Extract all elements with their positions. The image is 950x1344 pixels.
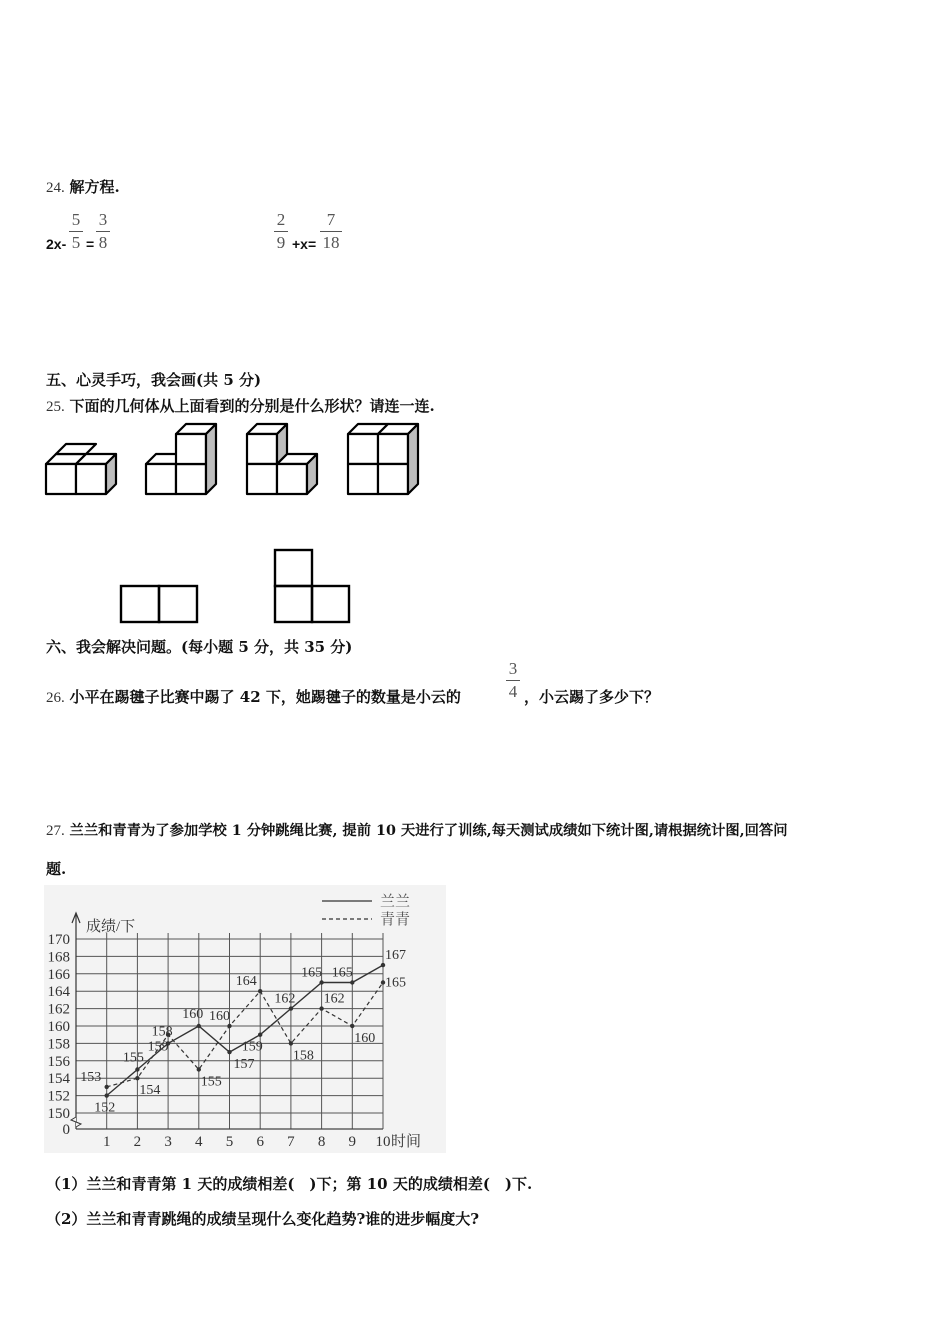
section-6-title: 六、我会解决问题。(每小题 5 分，共 35 分) bbox=[46, 638, 353, 656]
y-tick-label: 154 bbox=[47, 1071, 70, 1088]
data-point bbox=[197, 1067, 201, 1071]
data-label: 160 bbox=[182, 1007, 204, 1022]
eq2-fraction-1: 2 9 bbox=[274, 211, 288, 252]
x-tick-label: 7 bbox=[287, 1134, 295, 1150]
data-point bbox=[105, 1085, 109, 1089]
data-label: 152 bbox=[94, 1100, 116, 1116]
q26-text-b: ，小云踢了多少下？ bbox=[524, 688, 660, 706]
data-label: 159 bbox=[147, 1039, 169, 1055]
q24-number: 24. bbox=[46, 180, 65, 196]
eq1-fraction-2: 3 8 bbox=[96, 211, 110, 252]
data-label: 153 bbox=[80, 1069, 102, 1085]
q26-fraction: 3 4 bbox=[506, 660, 520, 701]
q27-line-1 bbox=[46, 820, 788, 840]
data-label: 165 bbox=[301, 965, 323, 981]
data-label: 158 bbox=[292, 1048, 314, 1064]
data-label: 167 bbox=[385, 948, 406, 964]
y-tick-label: 156 bbox=[47, 1053, 70, 1070]
data-label: 157 bbox=[233, 1057, 255, 1073]
x-axis-label: 时间 bbox=[391, 1134, 422, 1150]
y-tick-label: 166 bbox=[47, 966, 70, 983]
y-tick-label: 158 bbox=[47, 1036, 70, 1053]
data-point bbox=[319, 980, 323, 984]
data-label: 155 bbox=[200, 1074, 222, 1090]
y-axis-label: 成绩/下 bbox=[86, 919, 136, 935]
data-point bbox=[227, 1050, 231, 1054]
legend-label: 兰兰 bbox=[380, 894, 411, 910]
solids-figures bbox=[40, 420, 430, 500]
data-label: 162 bbox=[323, 991, 345, 1007]
x-tick-label: 10 bbox=[375, 1134, 391, 1150]
data-point bbox=[350, 980, 354, 984]
data-label: 160 bbox=[209, 1009, 230, 1024]
q25-text: 下面的几何体从上面看到的分别是什么形状？请连一连. bbox=[69, 397, 435, 415]
data-label: 159 bbox=[241, 1039, 263, 1055]
x-tick-label: 2 bbox=[133, 1134, 142, 1150]
q27-number: 27. bbox=[46, 823, 65, 839]
x-tick-label: 9 bbox=[348, 1134, 357, 1150]
q27-sub-2: （2）兰兰和青青跳绳的成绩呈现什么变化趋势?谁的进步幅度大? bbox=[46, 1210, 480, 1228]
q27-text-line1: 兰兰和青青为了参加学校 1 分钟跳绳比赛, 提前 10 天进行了训练,每天测试成绩如下统计图,请根据统计图,回答问 bbox=[69, 823, 788, 839]
data-point bbox=[258, 989, 262, 993]
y-tick-label: 170 bbox=[47, 932, 70, 948]
data-point bbox=[289, 1006, 293, 1010]
section-5-title: 五、心灵手巧，我会画(共 5 分) bbox=[46, 371, 262, 389]
data-point bbox=[289, 1041, 293, 1045]
data-point bbox=[135, 1067, 139, 1071]
x-tick-label: 4 bbox=[195, 1134, 203, 1150]
y-tick-label: 152 bbox=[47, 1088, 70, 1105]
data-label: 165 bbox=[331, 965, 353, 981]
q26-line bbox=[46, 686, 461, 707]
solid-2 bbox=[146, 424, 216, 494]
eq1-left: 2x- bbox=[46, 236, 67, 252]
top-views bbox=[118, 546, 354, 626]
y-zero-label: 0 bbox=[62, 1122, 70, 1138]
x-tick-label: 6 bbox=[256, 1134, 264, 1150]
y-tick-label: 160 bbox=[47, 1019, 70, 1035]
data-point bbox=[197, 1024, 201, 1028]
q24-title: 解方程. bbox=[69, 178, 120, 196]
q27-text-line2: 题. bbox=[46, 860, 67, 878]
data-point bbox=[227, 1024, 231, 1028]
data-point bbox=[135, 1076, 139, 1080]
x-tick-label: 1 bbox=[102, 1134, 111, 1150]
solid-4 bbox=[348, 424, 418, 494]
data-label: 164 bbox=[235, 974, 257, 990]
y-tick-label: 168 bbox=[47, 949, 70, 966]
q26-number: 26. bbox=[46, 690, 65, 706]
eq1-equals: = bbox=[86, 236, 95, 252]
data-label: 158 bbox=[151, 1024, 173, 1040]
q27-sub-1: （1）兰兰和青青第 1 天的成绩相差( )下；第 10 天的成绩相差( )下. bbox=[46, 1175, 533, 1193]
data-point bbox=[350, 1024, 354, 1028]
q24-header bbox=[46, 176, 120, 197]
q25-header bbox=[46, 395, 435, 416]
line-chart bbox=[44, 885, 446, 1153]
eq2-mid: +x= bbox=[292, 236, 317, 252]
x-tick-label: 8 bbox=[317, 1134, 326, 1150]
data-label: 160 bbox=[354, 1031, 376, 1046]
y-tick-label: 164 bbox=[47, 984, 70, 1001]
q26-text-a: 小平在踢毽子比赛中踢了 42 下，她踢毽子的数量是小云的 bbox=[69, 688, 461, 706]
top-view-2 bbox=[275, 550, 349, 622]
eq1-fraction-1: 5 5 bbox=[69, 211, 83, 252]
data-label: 162 bbox=[274, 991, 296, 1007]
data-point bbox=[381, 963, 385, 967]
x-tick-label: 5 bbox=[225, 1134, 234, 1150]
x-tick-label: 3 bbox=[164, 1134, 172, 1150]
y-tick-label: 162 bbox=[47, 1001, 70, 1018]
q25-number: 25. bbox=[46, 399, 65, 415]
solid-3 bbox=[247, 424, 317, 494]
legend-label: 青青 bbox=[380, 912, 411, 928]
top-view-1 bbox=[121, 586, 197, 622]
solid-1 bbox=[46, 444, 116, 494]
data-point bbox=[319, 1006, 323, 1010]
y-tick-label: 150 bbox=[47, 1106, 70, 1122]
data-label: 154 bbox=[139, 1083, 161, 1099]
data-point bbox=[258, 1033, 262, 1037]
eq2-fraction-2: 7 18 bbox=[320, 211, 342, 252]
data-point bbox=[105, 1093, 109, 1097]
data-label: 155 bbox=[122, 1050, 144, 1066]
data-label: 165 bbox=[385, 975, 406, 991]
